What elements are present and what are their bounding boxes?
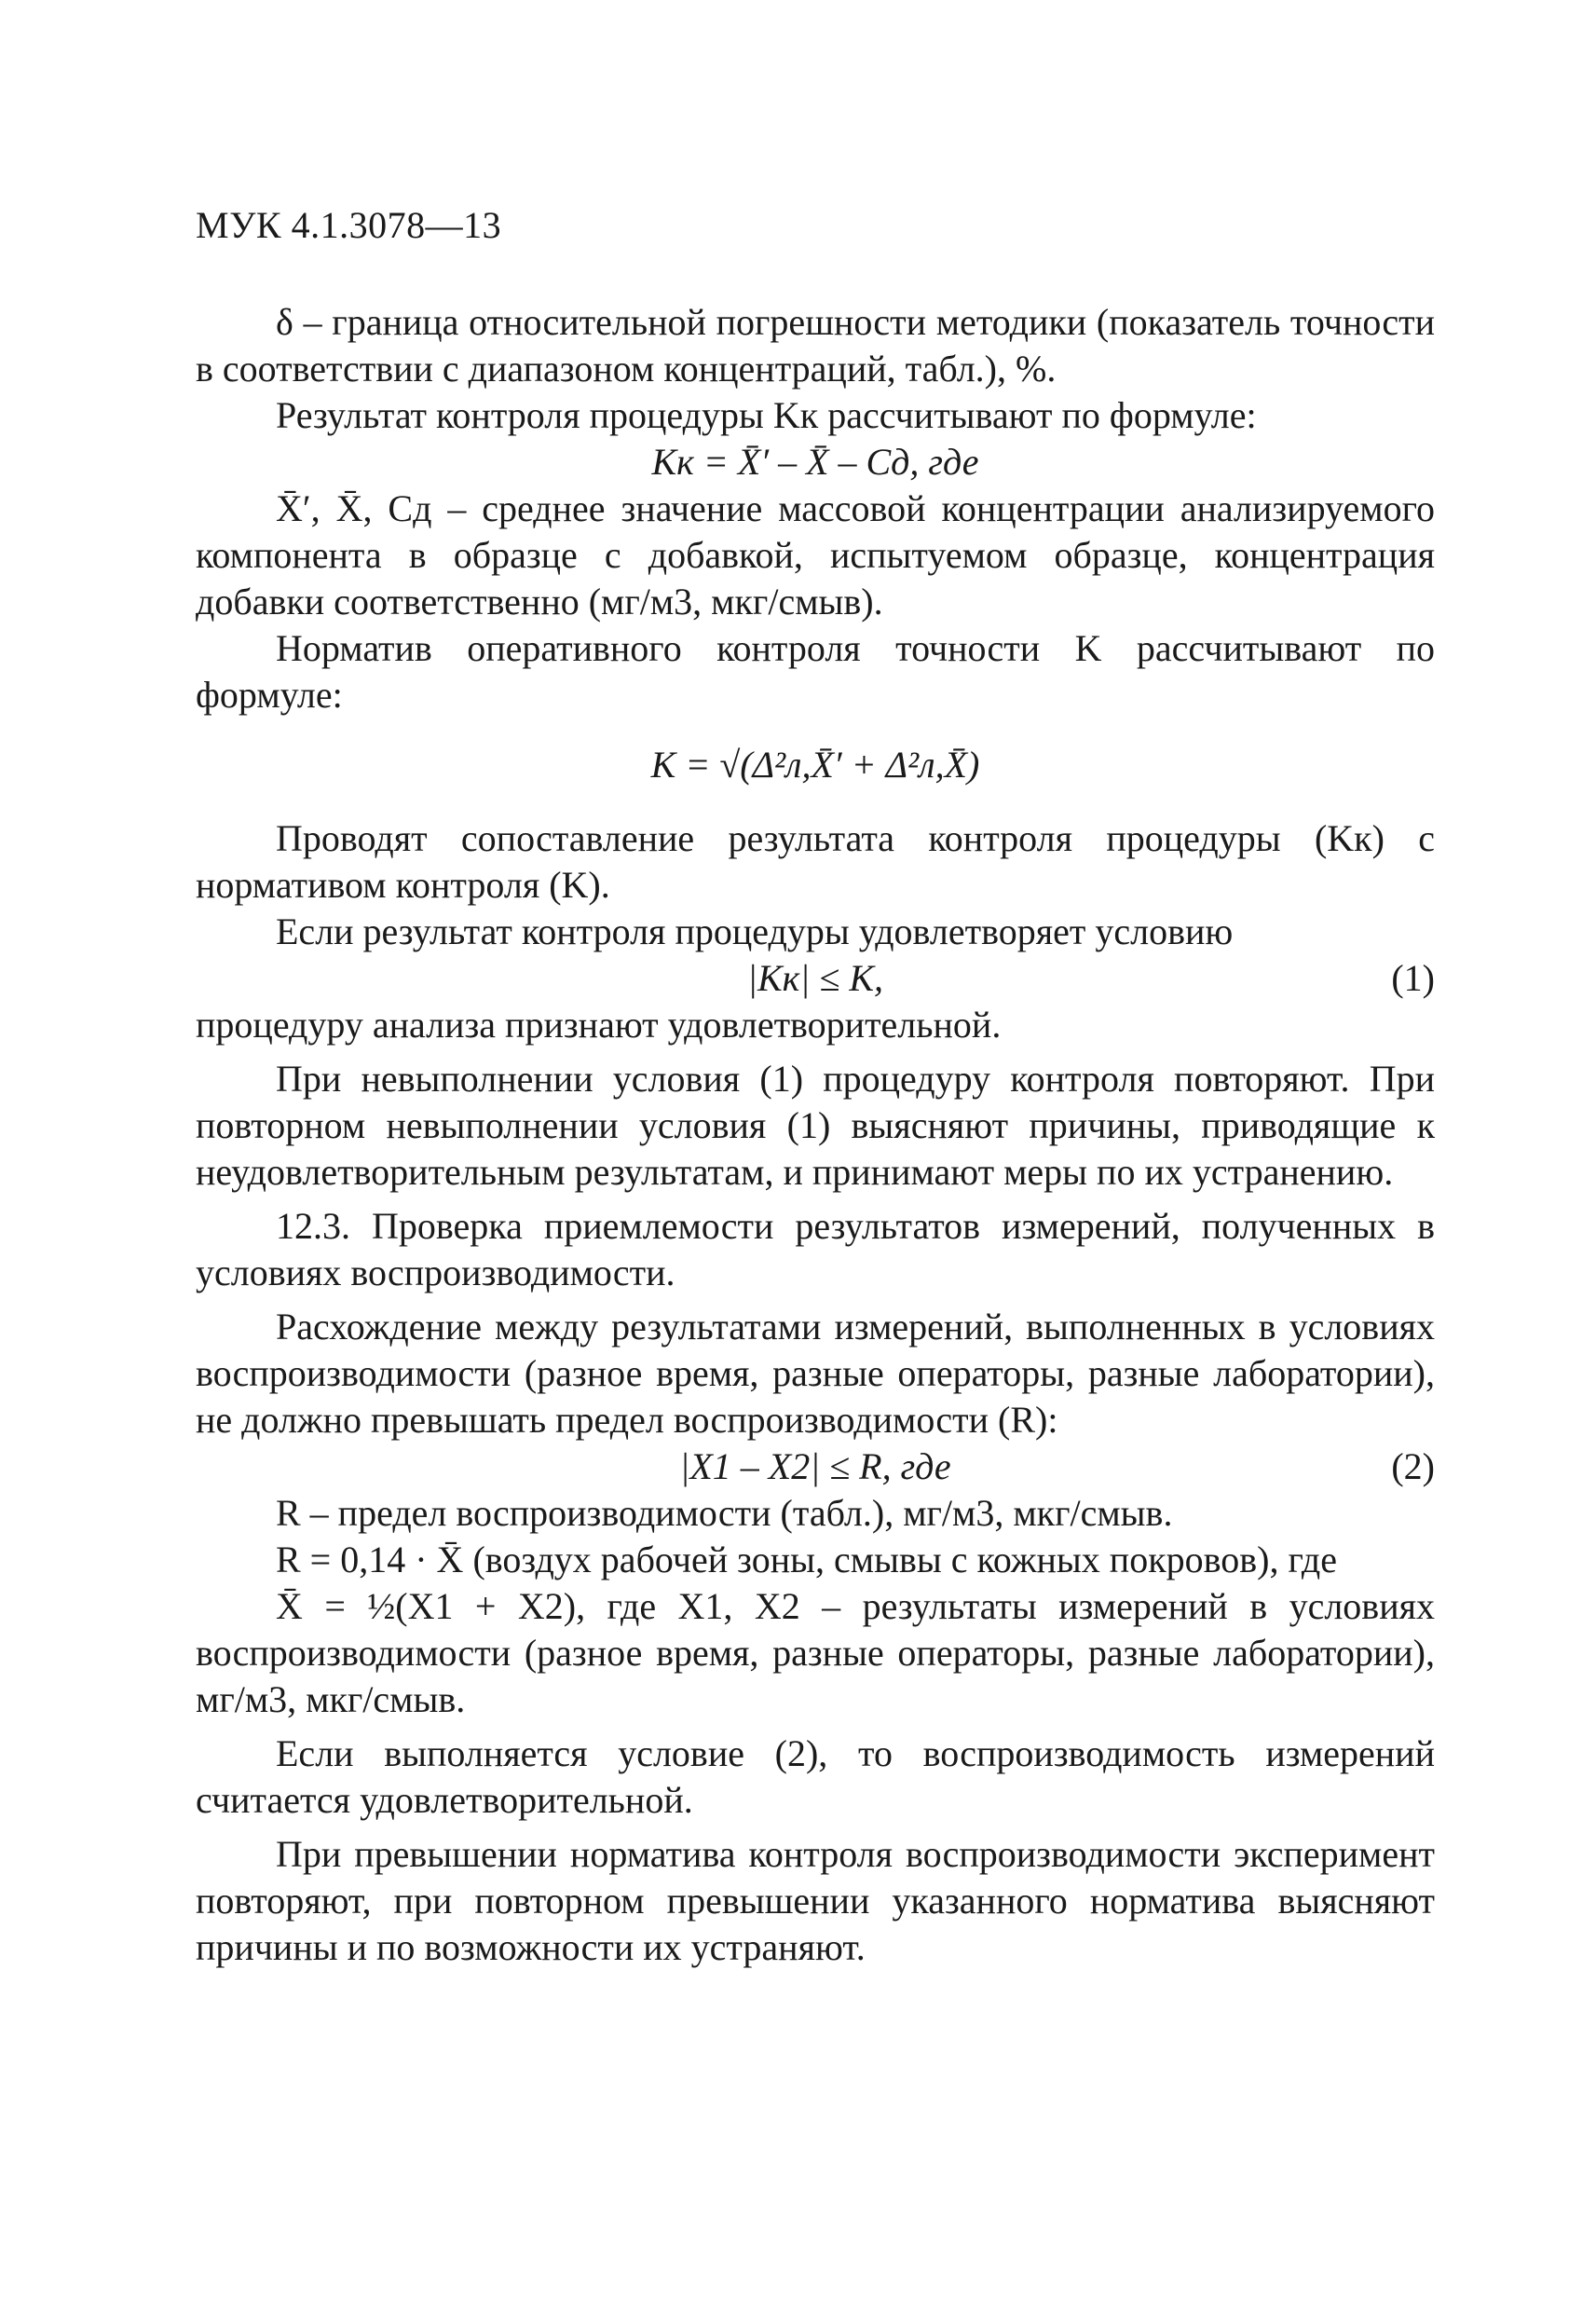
paragraph-exceed-normative: При превышении норматива контроля воспроизводимости эксперимент повторяют, при повторном превышении указанного норматива выясняют причины и по возможности их устраняют. xyxy=(196,1833,1435,1968)
paragraph-k-normative-intro: Норматив оперативного контроля точности K рассчитывают по формуле: xyxy=(196,627,1435,716)
paragraph-variables-definition: X̄′, X̄, Cд – среднее значение массовой концентрации анализируемого компонента в образце с добавкой, испытуемом образце, концентрация добавки соответственно (мг/м3, мкг/смыв). xyxy=(196,487,1435,622)
equation-condition-2 xyxy=(196,1443,1435,1490)
equation-condition-1-body: |Kк| ≤ K, xyxy=(746,957,883,999)
paragraph-discrepancy: Расхождение между результатами измерений, выполненных в условиях воспроизводимости (разное время, разные операторы, разные лаборатории), не должно превышать предел воспроизводимости (R): xyxy=(196,1306,1435,1441)
paragraph-r-formula: R = 0,14 · X̄ (воздух рабочей зоны, смывы с кожных покровов), где xyxy=(276,1539,1337,1580)
paragraph-satisfactory: процедуру анализа признают удовлетворительной. xyxy=(196,1004,1002,1046)
equation-kk: Kк = X̄′ – X̄ – Cд, где xyxy=(651,441,979,483)
document-page xyxy=(196,203,1435,1971)
paragraph-xbar-definition: X̄ = ½(X1 + X2), где X1, X2 – результаты измерений в условиях воспроизводимости (разное время, разные операторы, разные лаборатории), мг/м3, мкг/смыв. xyxy=(196,1585,1435,1720)
equation-number-2: (2) xyxy=(1391,1445,1435,1487)
equation-condition-1 xyxy=(196,955,1435,1002)
paragraph-delta-definition: δ – граница относительной погрешности методики (показатель точности в соответствии с диапазоном концентраций, табл.), %. xyxy=(196,301,1435,390)
paragraph-kk-formula-intro: Результат контроля процедуры Kк рассчитывают по формуле: xyxy=(276,394,1257,436)
equation-k-sqrt: K = √(Δ²л,X̄′ + Δ²л,X̄) xyxy=(650,744,980,786)
paragraph-r-definition: R – предел воспроизводимости (табл.), мг/м3, мкг/смыв. xyxy=(276,1492,1173,1534)
paragraph-condition-intro: Если результат контроля процедуры удовлетворяет условию xyxy=(276,910,1234,952)
equation-condition-2-body: |X1 – X2| ≤ R, где xyxy=(679,1445,951,1487)
paragraph-comparison: Проводят сопоставление результата контроля процедуры (Kк) с нормативом контроля (K). xyxy=(196,817,1435,906)
paragraph-repeat-control: При невыполнении условия (1) процедуру контроля повторяют. При повторном невыполнении условия (1) выясняют причины, приводящие к неудовлетворительным результатам, и принимают меры по их устранению. xyxy=(196,1058,1435,1193)
document-header: МУК 4.1.3078—13 xyxy=(196,204,502,246)
paragraph-reproducibility-ok: Если выполняется условие (2), то воспроизводимость измерений считается удовлетворительной. xyxy=(196,1732,1435,1821)
section-heading-12-3: 12.3. Проверка приемлемости результатов измерений, полученных в условиях воспроизводимости. xyxy=(196,1205,1435,1293)
equation-number-1: (1) xyxy=(1391,957,1435,999)
